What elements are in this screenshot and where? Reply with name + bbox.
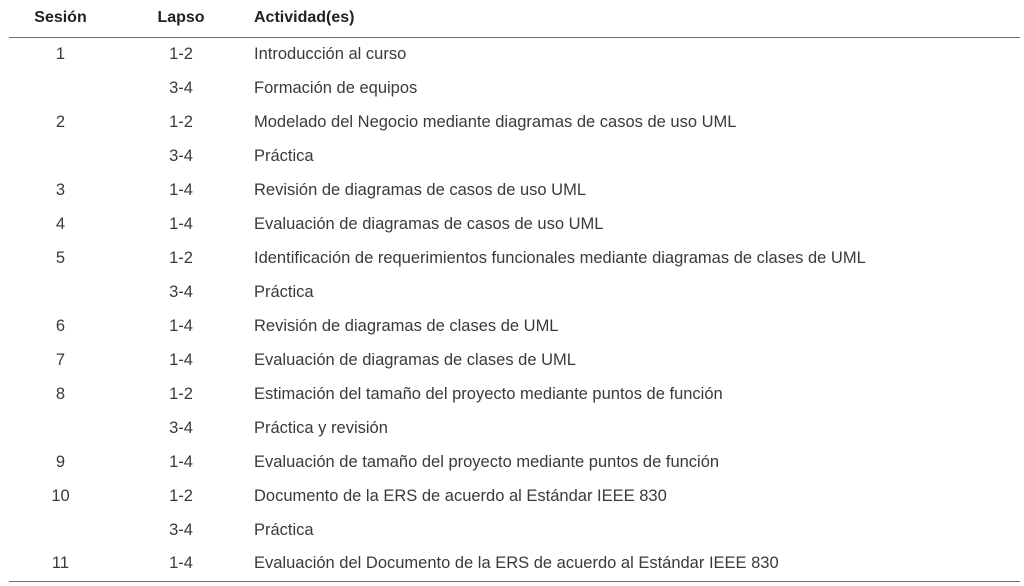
lapse-cell: 1-4 <box>169 452 193 471</box>
session-cell: 2 <box>55 112 66 131</box>
activity-cell: Introducción al curso <box>254 44 407 63</box>
activity-cell: Evaluación de diagramas de clases de UML <box>254 350 576 369</box>
table-row <box>9 343 1020 377</box>
session-cell: 3 <box>55 180 66 199</box>
session-cell: 6 <box>55 316 66 335</box>
session-cell <box>9 411 112 445</box>
activity-cell: Práctica <box>254 520 314 539</box>
lapse-cell: 1-2 <box>169 44 193 63</box>
lapse-cell: 1-4 <box>169 350 193 369</box>
lapse-cell: 1-4 <box>169 316 193 335</box>
session-cell: 11 <box>9 547 112 581</box>
table-row <box>9 37 1020 71</box>
activity-cell: Práctica <box>254 146 314 165</box>
lapse-cell: 3-4 <box>169 418 193 437</box>
header-session: Sesión <box>9 0 112 37</box>
session-cell: 9 <box>55 452 66 471</box>
table-row <box>9 275 1020 309</box>
lapse-cell: 3-4 <box>169 146 193 165</box>
table-row <box>9 139 1020 173</box>
activity-cell: Evaluación de tamaño del proyecto mediante puntos de función <box>254 452 720 471</box>
session-cell <box>9 71 112 105</box>
activity-cell: Revisión de diagramas de clases de UML <box>254 316 559 335</box>
lapse-cell: 3-4 <box>169 282 193 301</box>
lapse-cell: 1-2 <box>169 112 193 131</box>
activity-cell: Documento de la ERS de acuerdo al Estándar IEEE 830 <box>254 486 667 505</box>
session-cell: 4 <box>55 214 66 233</box>
activity-cell: Formación de equipos <box>254 78 418 97</box>
schedule-table-container <box>9 0 1020 582</box>
table-row <box>9 71 1020 105</box>
session-cell: 5 <box>55 248 66 267</box>
table-row <box>9 105 1020 139</box>
header-row <box>9 0 1020 37</box>
table-header <box>9 0 1020 37</box>
activity-cell: Revisión de diagramas de casos de uso UML <box>254 180 587 199</box>
activity-cell: Modelado del Negocio mediante diagramas de casos de uso UML <box>254 112 737 131</box>
session-cell: 10 <box>51 486 70 505</box>
activity-cell: Estimación del tamaño del proyecto mediante puntos de función <box>254 384 723 403</box>
lapse-cell: 1-2 <box>169 486 193 505</box>
lapse-cell: 1-2 <box>169 384 193 403</box>
activity-cell: Práctica <box>254 282 314 301</box>
lapse-cell: 3-4 <box>169 520 193 539</box>
header-lapse: Lapso <box>112 0 250 37</box>
lapse-cell: 1-4 <box>169 180 193 199</box>
lapse-cell: 3-4 <box>169 78 193 97</box>
activity-cell: Identificación de requerimientos funcionales mediante diagramas de clases de UML <box>254 248 866 267</box>
lapse-cell: 1-2 <box>169 248 193 267</box>
session-cell: 7 <box>55 350 66 369</box>
table-row <box>9 173 1020 207</box>
table-body <box>9 37 1020 581</box>
table-row <box>9 411 1020 445</box>
lapse-cell: 1-4 <box>169 214 193 233</box>
activity-cell: Evaluación del Documento de la ERS de acuerdo al Estándar IEEE 830 <box>250 547 1020 581</box>
table-row <box>9 241 1020 275</box>
session-cell: 8 <box>55 384 66 403</box>
session-cell: 1 <box>55 44 66 63</box>
table-row <box>9 309 1020 343</box>
session-cell <box>9 275 112 309</box>
activity-cell: Evaluación de diagramas de casos de uso UML <box>254 214 604 233</box>
activity-cell: Práctica y revisión <box>254 418 388 437</box>
table-row <box>9 513 1020 547</box>
session-cell <box>9 513 112 547</box>
table-row <box>9 479 1020 513</box>
session-cell <box>9 139 112 173</box>
table-row <box>9 547 1020 581</box>
lapse-cell: 1-4 <box>112 547 250 581</box>
header-activity: Actividad(es) <box>250 0 1020 37</box>
table-row <box>9 445 1020 479</box>
table-row <box>9 207 1020 241</box>
schedule-table <box>9 0 1020 582</box>
table-row <box>9 377 1020 411</box>
